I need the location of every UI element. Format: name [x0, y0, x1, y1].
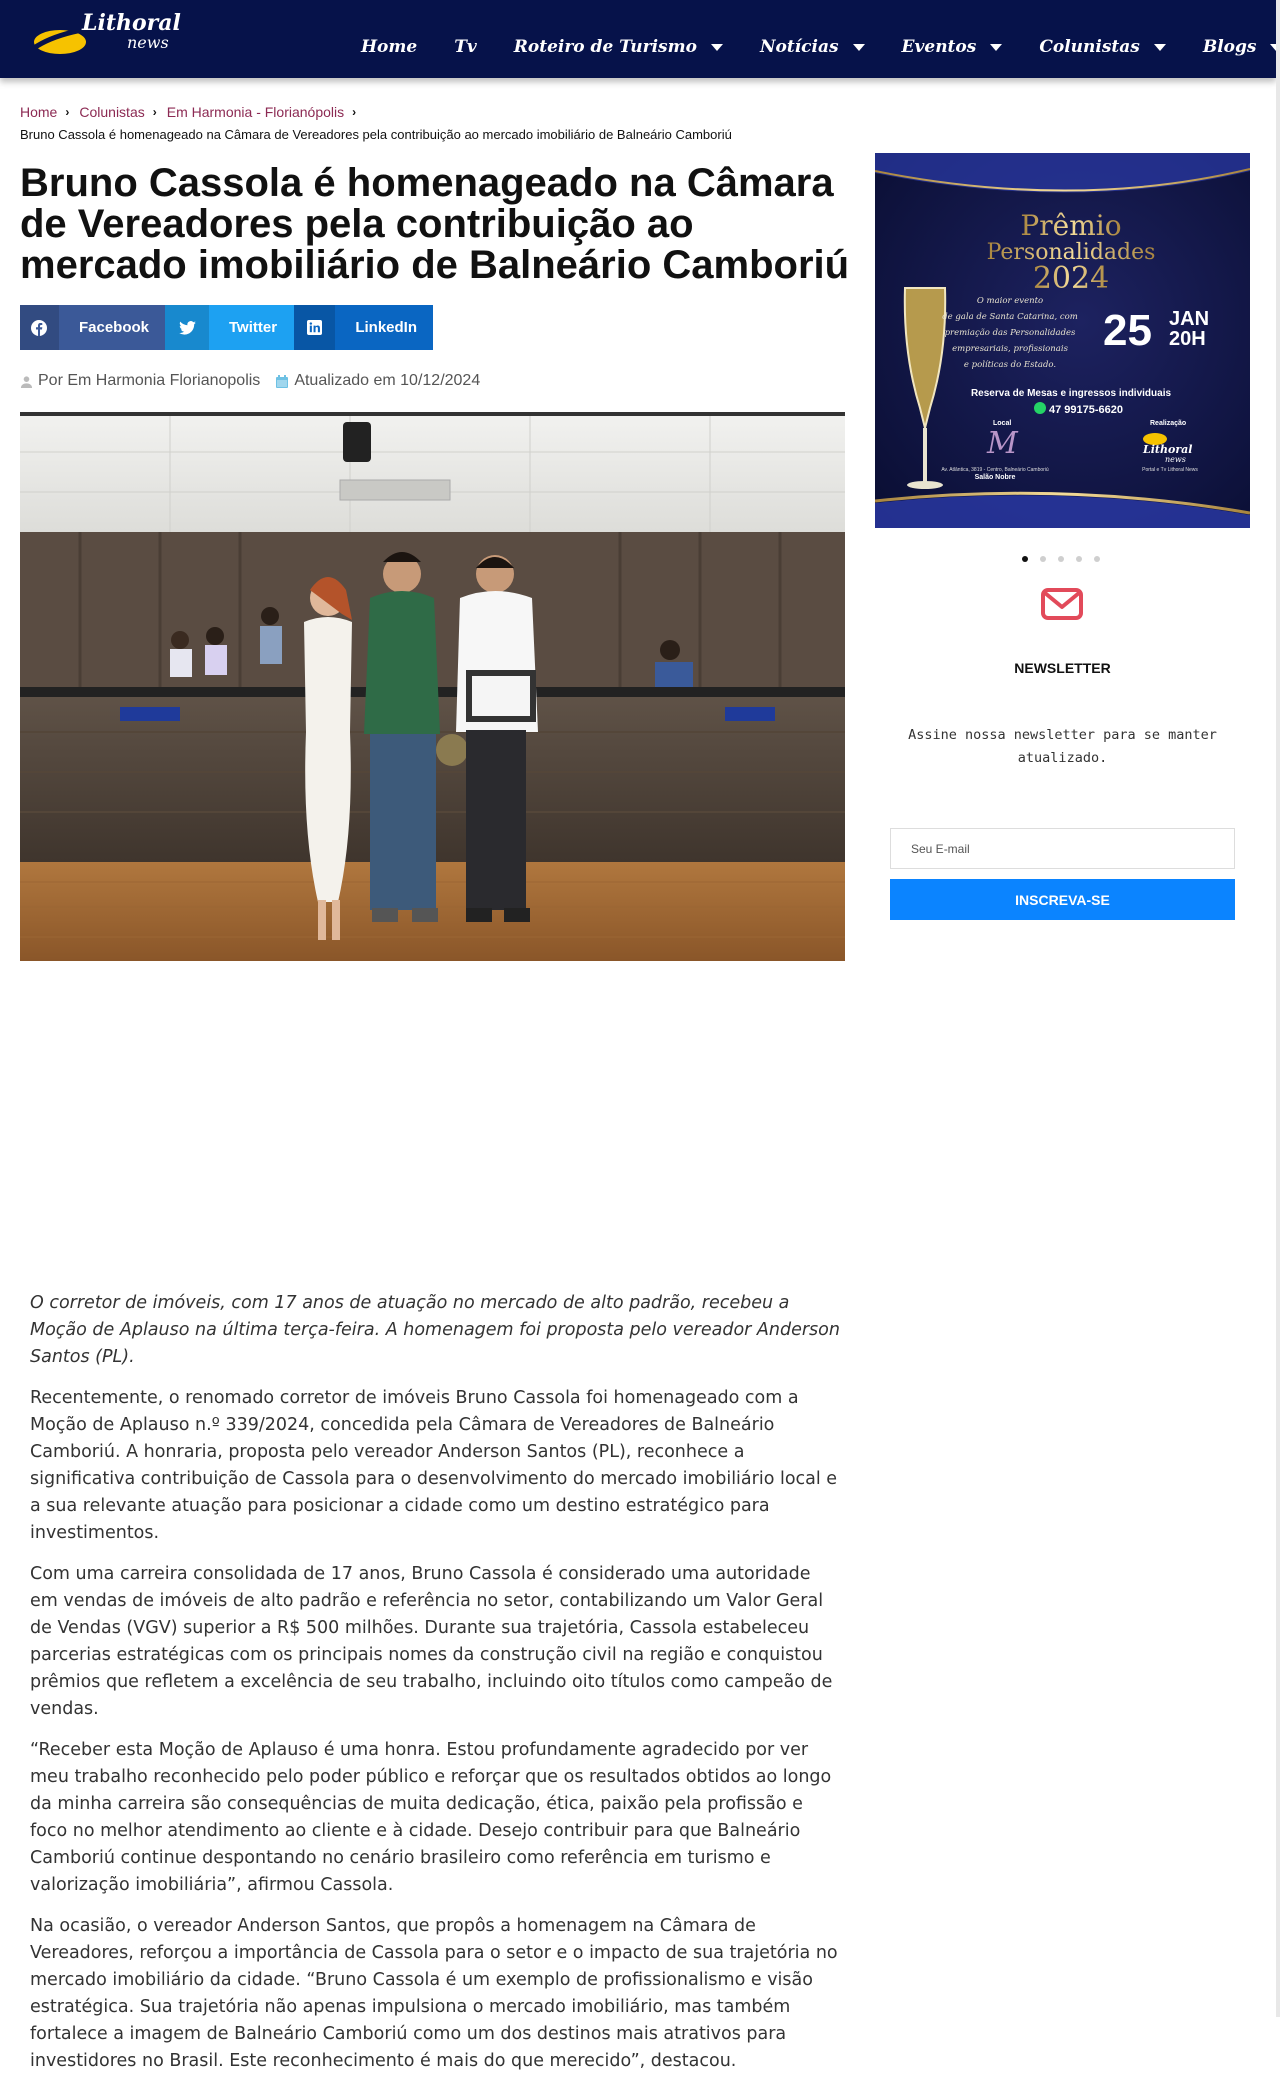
- caret-down-icon: [711, 44, 723, 51]
- nav-item-label: Eventos: [901, 37, 977, 57]
- person-man-green: [364, 552, 440, 922]
- article-lead: O corretor de imóveis, com 17 anos de atuação no mercado de alto padrão, recebeu a Moção de Aplauso na última terça-feira. A homenagem foi proposta pelo vereador Anderson Santos (PL).: [30, 1293, 840, 1367]
- breadcrumb-link[interactable]: Colunistas: [79, 104, 145, 120]
- logo-word-1: Lithoral: [82, 10, 181, 36]
- person-man-white: [456, 555, 538, 922]
- newsletter-email-input[interactable]: [890, 828, 1235, 869]
- ad-day: 25: [1103, 306, 1152, 355]
- slider-dot[interactable]: [1058, 556, 1064, 562]
- ad-phone: 47 99175-6620: [1049, 404, 1124, 416]
- ad-month: JAN: [1169, 308, 1210, 330]
- nav-item-blogs[interactable]: [1203, 37, 1280, 57]
- nav-item-colunistas[interactable]: [1039, 37, 1166, 57]
- ad-personalidades: Personalidades: [986, 240, 1156, 265]
- ceiling-camera: [343, 422, 371, 462]
- ad-logo-word-2: news: [1165, 455, 1186, 464]
- article-paragraph: Com uma carreira consolidada de 17 anos, Bruno Cassola é considerado uma autoridade em vendas de imóveis de alto padrão e referência no setor, contabilizando um Valor Geral de Vendas (VGV) superior a R$ 500 milhões. Durante sua trajetória, Cassola estabeleceu parcerias estratégicas com os principais nomes da construção civil na região e conquistou prêmios que refletem a excelência de seu trabalho, incluindo oito títulos como campeão de vendas.: [30, 1564, 833, 1719]
- nav-item-label: Home: [361, 37, 418, 57]
- article-author[interactable]: Por Em Harmonia Florianopolis: [38, 372, 261, 389]
- nav-item-label: Colunistas: [1039, 37, 1140, 57]
- ad-script-line: e políticas do Estado.: [963, 360, 1057, 370]
- share-twitter-button[interactable]: [165, 305, 294, 350]
- ad-venue-address: Av. Atlântica, 3819 - Centro, Balneário Camboriú: [941, 467, 1049, 473]
- slider-dot[interactable]: [1040, 556, 1046, 562]
- ad-script-line: premiação das Personalidades: [944, 328, 1076, 338]
- share-linkedin-label: LinkedIn: [355, 319, 417, 336]
- slider-dot[interactable]: [1022, 556, 1028, 562]
- user-icon: [20, 375, 33, 388]
- ad-venue: Salão Nobre: [974, 474, 1016, 481]
- nav-item-roteiro-de-turismo[interactable]: [514, 37, 723, 57]
- ad-realizacao-sub: Portal e Tv Lithoral News: [1142, 467, 1198, 473]
- newsletter-title: NEWSLETTER: [1014, 660, 1111, 676]
- ad-local-label: Local: [993, 420, 1012, 427]
- ad-realizacao-label: Realização: [1150, 420, 1187, 427]
- share-facebook-button[interactable]: [20, 305, 165, 350]
- article-body: [30, 1290, 840, 2089]
- venue-logo-mark: M: [987, 426, 1018, 461]
- nav-item-label: Tv: [454, 37, 477, 57]
- breadcrumb-current: Bruno Cassola é homenageado na Câmara de Vereadores pela contribuição ao mercado imobiliário de Balneário Camboriú: [20, 127, 732, 142]
- ad-logo-word-1: Lithoral: [1143, 443, 1193, 456]
- article-updated-date: Atualizado em 10/12/2024: [294, 372, 481, 389]
- ad-script-line: de gala de Santa Catarina, com: [942, 312, 1078, 322]
- chevron-right-icon: ›: [65, 105, 70, 119]
- page-right-edge: [1276, 0, 1280, 2017]
- ad-script-line: empresariais, profissionais: [952, 344, 1068, 354]
- breadcrumb-link[interactable]: Home: [20, 104, 58, 120]
- nav-item-label: Notícias: [759, 37, 839, 57]
- share-buttons: [20, 305, 433, 350]
- chevron-right-icon: ›: [352, 105, 357, 119]
- ad-time: 20H: [1169, 328, 1206, 350]
- caret-down-icon: [853, 44, 865, 51]
- share-twitter-label: Twitter: [229, 319, 278, 336]
- whatsapp-icon: [1034, 402, 1046, 414]
- ad-year: 2024: [1032, 261, 1110, 296]
- premio-personalidades-banner[interactable]: [875, 153, 1250, 528]
- nav-item-tv[interactable]: [454, 37, 477, 57]
- breadcrumb: [20, 104, 366, 120]
- banner-slider-dots: [1022, 556, 1112, 562]
- top-navbar: [0, 0, 1276, 78]
- article-paragraph: Recentemente, o renomado corretor de imóveis Bruno Cassola foi homenageado com a Moção de Aplauso n.º 339/2024, concedida pela Câmara de Vereadores de Balneário Camboriú. A honraria, proposta pelo vereador Anderson Santos (PL), reconhece a significativa contribuição de Cassola para o desenvolvimento do mercado imobiliário local e a sua relevante atuação para posicionar a cidade como um destino estratégico para investimentos.: [30, 1388, 838, 1543]
- share-facebook-label: Facebook: [78, 319, 149, 336]
- nav-item-label: Roteiro de Turismo: [513, 37, 697, 57]
- caret-down-icon: [1154, 44, 1166, 51]
- share-linkedin-button[interactable]: [294, 305, 433, 350]
- linkedin-icon: [294, 305, 335, 350]
- ad-reserva: Reserva de Mesas e ingressos individuais: [970, 388, 1172, 399]
- nav-item-eventos[interactable]: [902, 37, 1003, 57]
- slider-dot[interactable]: [1094, 556, 1100, 562]
- envelope-icon: [1040, 587, 1084, 621]
- logo-word-2: news: [127, 33, 169, 52]
- article-title: Bruno Cassola é homenageado na Câmara de Vereadores pela contribuição ao mercado imobiliário de Balneário Camboriú: [20, 161, 850, 287]
- slider-dot[interactable]: [1076, 556, 1082, 562]
- twitter-icon: [165, 305, 209, 350]
- newsletter-subscribe-button[interactable]: INSCREVA-SE: [890, 879, 1235, 920]
- ad-script-line: O maior evento: [976, 296, 1044, 306]
- ad-premio: Prêmio: [1020, 209, 1122, 242]
- main-menu: [361, 37, 1280, 57]
- lithoral-news-logo[interactable]: [32, 8, 192, 58]
- article-paragraph: “Receber esta Moção de Aplauso é uma honra. Estou profundamente agradecido por ver meu trabalho reconhecido pelo poder público e reforçar que os resultados obtidos ao longo da minha carreira são consequências de muita dedicação, ética, paixão pela profissão e foco no melhor atendimento ao cliente e à cidade. Desejo contribuir para que Balneário Camboriú continue despontando no cenário brasileiro como referência em turismo e valorização imobiliária”, afirmou Cassola.: [30, 1740, 832, 1895]
- breadcrumb-link[interactable]: Em Harmonia - Florianópolis: [166, 104, 345, 120]
- chevron-right-icon: ›: [152, 105, 157, 119]
- article-paragraph: Na ocasião, o vereador Anderson Santos, que propôs a homenagem na Câmara de Vereadores, reforçou a importância de Cassola para o setor e o impacto de sua trajetória no mercado imobiliário da cidade. “Bruno Cassola é um exemplo de profissionalismo e visão estratégica. Sua trajetória não apenas impulsiona o mercado imobiliário, mas também fortalece a imagem de Balneário Camboriú como um dos destinos mais atrativos para investidores no Brasil. Este reconhecimento é mais do que merecido”, destacou.: [30, 1916, 838, 2071]
- facebook-icon: [20, 305, 59, 350]
- caret-down-icon: [990, 44, 1002, 51]
- newsletter-description: Assine nossa newsletter para se manter atualizado.: [908, 727, 1217, 766]
- calendar-icon: [276, 375, 288, 388]
- article-meta: [20, 372, 496, 390]
- nav-item-label: Blogs: [1202, 37, 1257, 57]
- nav-item-home[interactable]: [361, 37, 417, 57]
- nav-item-not-cias[interactable]: [760, 37, 865, 57]
- article-photo: [20, 412, 845, 961]
